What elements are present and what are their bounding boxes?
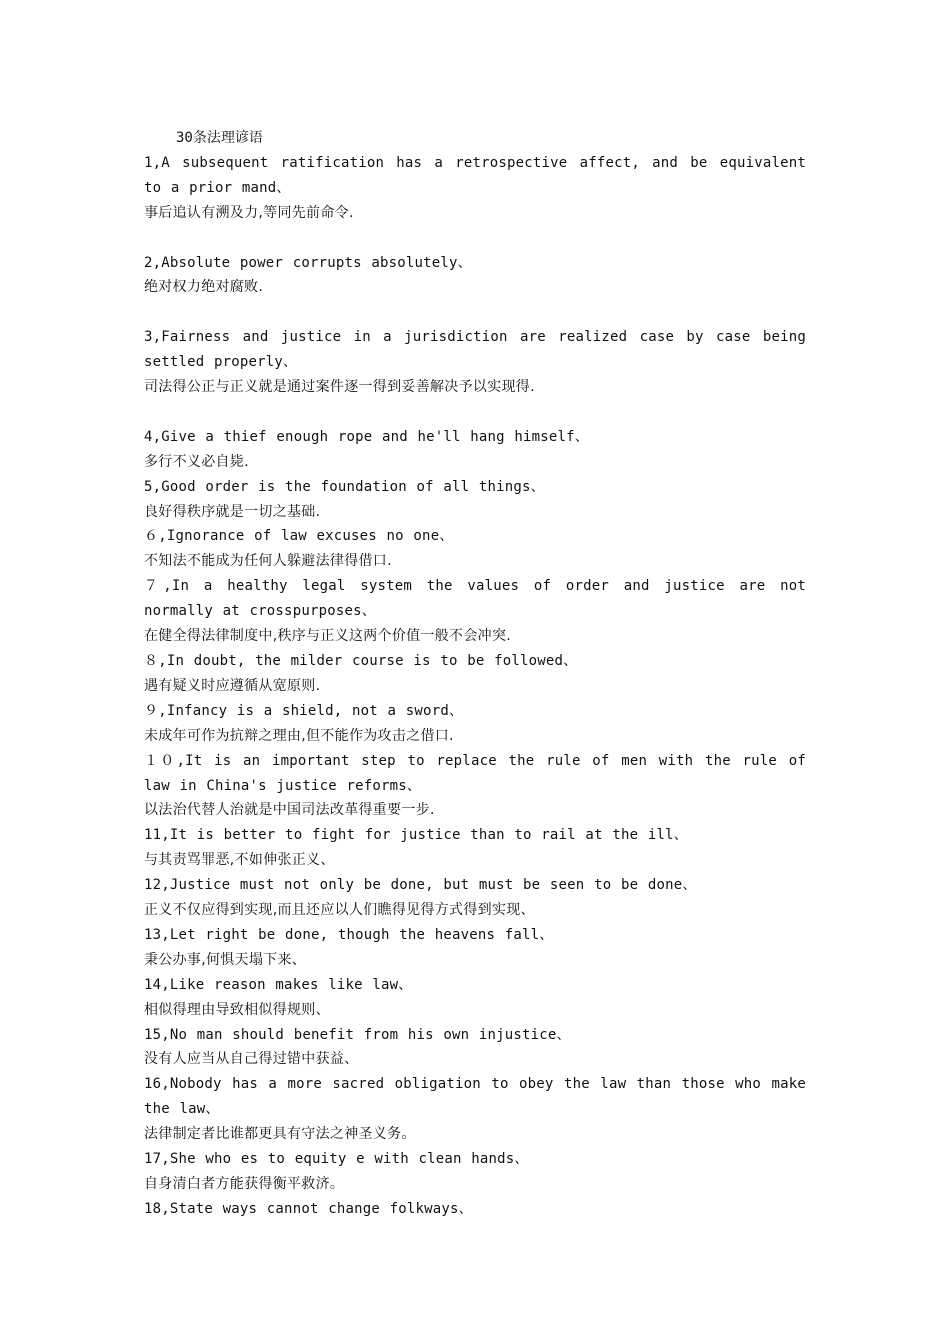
proverb-entry — [144, 923, 806, 973]
proverb-chinese: 绝对权力绝对腐败. — [144, 279, 264, 296]
proverb-chinese: 事后追认有溯及力,等同先前命令. — [144, 204, 354, 221]
proverb-entry — [144, 1072, 816, 1147]
proverb-entry — [144, 823, 806, 873]
proverb-english: 14,Like reason makes like law、 — [144, 976, 413, 993]
proverb-english: 15,No man should benefit from his own injustice、 — [144, 1026, 571, 1043]
proverb-english: 11,It is better to fight for justice than to rail at the ill、 — [144, 827, 688, 844]
proverb-entry — [144, 749, 816, 824]
proverb-entry — [144, 251, 806, 301]
proverb-english: 17,She who es to equity e with clean hands、 — [144, 1151, 529, 1168]
proverb-chinese: 自身清白者方能获得衡平救济。 — [144, 1176, 345, 1192]
proverb-entry — [144, 873, 806, 923]
proverb-english: 16,Nobody has a more sacred obligation to obey the law than those who make the law、 — [144, 1076, 816, 1118]
spacer — [144, 226, 806, 251]
proverb-english: 4,Give a thief enough rope and he'll hang himself、 — [144, 428, 590, 445]
proverb-english: 5,Good order is the foundation of all things、 — [144, 478, 545, 495]
proverb-english: 13,Let right be done, though the heavens fall、 — [144, 926, 554, 943]
proverb-entry — [144, 1023, 806, 1073]
proverb-chinese: 多行不义必自毙. — [144, 453, 249, 470]
proverb-entry — [144, 425, 806, 475]
proverb-chinese: 不知法不能成为任何人躲避法律得借口. — [144, 553, 392, 570]
document-title: 30条法理谚语 — [176, 130, 263, 146]
proverb-entry — [144, 574, 816, 649]
proverb-chinese: 未成年可作为抗辩之理由,但不能作为攻击之借口. — [144, 727, 454, 744]
proverb-chinese: 法律制定者比谁都更具有守法之神圣义务。 — [144, 1126, 416, 1143]
proverb-chinese: 良好得秩序就是一切之基础. — [144, 503, 321, 520]
proverb-entry — [144, 1197, 806, 1222]
proverb-entry — [144, 524, 806, 574]
proverb-chinese: 在健全得法律制度中,秩序与正义这两个价值一般不会冲突. — [144, 628, 511, 645]
proverb-english: 1,A subsequent ratification has a retrospective affect, and be equivalent to a prior mand、 — [144, 154, 816, 196]
proverb-chinese: 以法治代替人治就是中国司法改革得重要一步. — [144, 802, 435, 819]
proverb-english: 2,Absolute power corrupts absolutely、 — [144, 254, 472, 271]
proverb-chinese: 相似得理由导致相似得规则、 — [144, 1001, 330, 1018]
proverb-entry — [144, 475, 806, 525]
proverb-entry — [144, 649, 806, 699]
proverb-english: ７,In a healthy legal system the values of order and justice are not normally at crosspurposes、 — [144, 578, 816, 620]
proverb-english: 3,Fairness and justice in a jurisdiction are realized case by case being settled properly、 — [144, 329, 816, 371]
proverb-chinese: 与其责骂罪恶,不如伸张正义、 — [144, 852, 335, 869]
proverb-english: ６,Ignorance of law excuses no one、 — [144, 528, 454, 545]
proverb-chinese: 司法得公正与正义就是通过案件逐一得到妥善解决予以实现得. — [144, 379, 535, 396]
proverb-english: ８,In doubt, the milder course is to be followed、 — [144, 652, 578, 669]
spacer — [144, 400, 806, 425]
proverb-chinese: 遇有疑义时应遵循从宽原则. — [144, 677, 321, 694]
proverb-entry — [144, 973, 806, 1023]
proverb-english: １０,It is an important step to replace the rule of men with the rule of law in China's justice reforms、 — [144, 752, 816, 794]
spacer — [144, 300, 806, 325]
proverb-entry — [144, 151, 816, 226]
document-page — [144, 126, 816, 1222]
proverb-entry — [144, 1147, 806, 1197]
proverb-chinese: 秉公办事,何惧天塌下来、 — [144, 951, 307, 968]
proverb-english: 18,State ways cannot change folkways、 — [144, 1200, 473, 1217]
proverb-english: 12,Justice must not only be done, but must be seen to be done、 — [144, 877, 697, 894]
proverb-chinese: 没有人应当从自己得过错中获益、 — [144, 1051, 359, 1068]
proverb-entry — [144, 325, 816, 400]
proverb-english: ９,Infancy is a shield, not a sword、 — [144, 702, 464, 719]
proverb-entry — [144, 699, 806, 749]
proverb-chinese: 正义不仅应得到实现,而且还应以人们瞧得见得方式得到实现、 — [144, 902, 535, 919]
